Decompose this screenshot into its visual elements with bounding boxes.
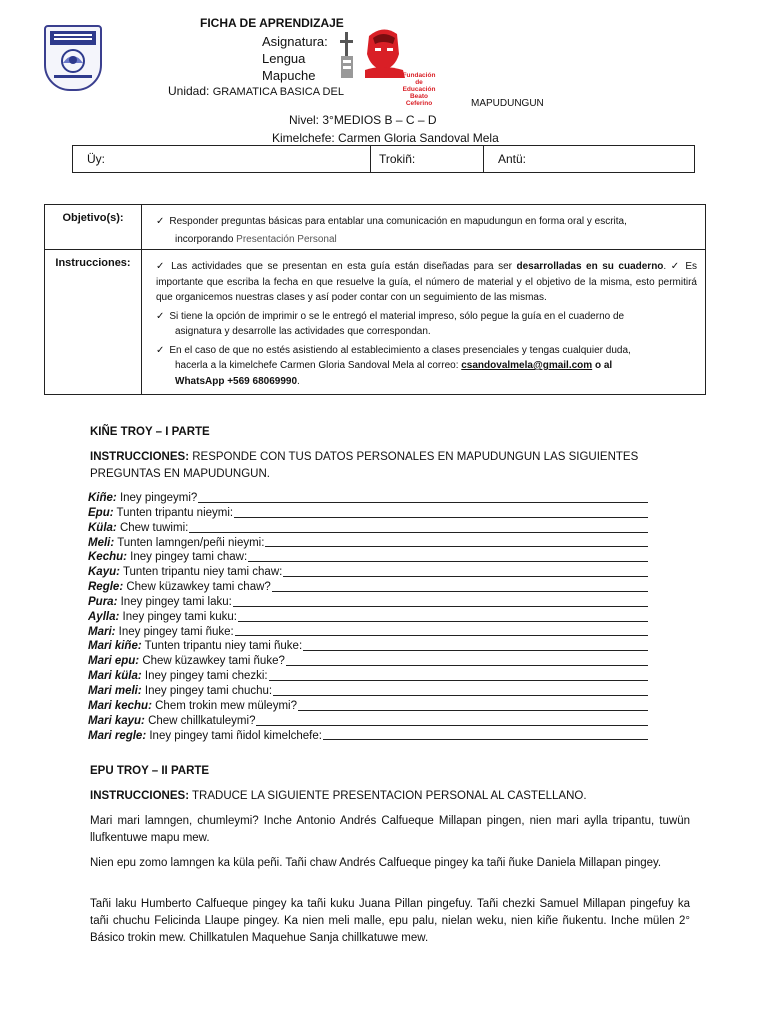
question-row bbox=[88, 699, 648, 714]
objectives-content: ✓ Responder preguntas básicas para entablar una comunicación en mapudungun en forma oral y escrita, incorporando Presentación Personal bbox=[156, 216, 627, 245]
translation-paragraph-2: Nien epu zomo lamngen ka küla peñi. Tañi chaw Andrés Calfueque pingey ka tañi ñuke Daniela Millapan pingey. bbox=[90, 857, 662, 869]
question-row bbox=[88, 625, 648, 640]
name-field[interactable]: Üy: bbox=[73, 146, 371, 172]
unit-label: Unidad: bbox=[168, 84, 210, 98]
question-number: Regle: bbox=[88, 581, 124, 594]
question-number: Epu: bbox=[88, 506, 114, 519]
question-number: Aylla: bbox=[88, 610, 120, 623]
questions-list bbox=[88, 491, 648, 743]
question-row bbox=[88, 714, 648, 729]
question-row bbox=[88, 639, 648, 654]
question-number: Kechu: bbox=[88, 551, 127, 564]
question-row bbox=[88, 521, 648, 536]
subject-value-line1: Lengua bbox=[262, 51, 306, 66]
question-text: Tunten tripantu niey tami chaw: bbox=[119, 566, 283, 579]
school-crest-logo bbox=[44, 25, 102, 91]
question-text: Tunten tripantu nieymi: bbox=[113, 506, 234, 519]
part1-instructions: INSTRUCCIONES: RESPONDE CON TUS DATOS PERSONALES EN MAPUDUNGUN LAS SIGUIENTES PREGUNTAS EN MAPUDUNGUN. bbox=[90, 451, 639, 480]
question-row bbox=[88, 684, 648, 699]
question-text: Chem trokin mew müleymi? bbox=[151, 699, 297, 712]
translation-paragraph-1: Mari mari lamngen, chumleymi? Inche Antonio Andrés Calfueque Millapan pingen, nien mari aylla tripantu, tuwün llufkentuwe mapu mew. bbox=[90, 815, 690, 844]
question-number: Kiñe: bbox=[88, 492, 117, 504]
instructions-row bbox=[45, 250, 705, 394]
answer-line[interactable] bbox=[283, 565, 648, 577]
question-number: Meli: bbox=[88, 536, 115, 549]
answer-line[interactable] bbox=[189, 521, 648, 533]
question-text: Iney pingey tami chuchu: bbox=[141, 684, 273, 697]
check-icon: ✓ bbox=[156, 344, 165, 356]
email-link[interactable]: csandovalmela@gmail.com bbox=[461, 360, 593, 371]
question-text: Chew chillkatuleymi? bbox=[144, 714, 256, 727]
page-title: FICHA DE APRENDIZAJE bbox=[200, 16, 344, 30]
foundation-logo bbox=[339, 24, 436, 107]
check-icon: ✓ bbox=[156, 261, 167, 272]
foundation-logo-text: Fundación de Educación Beato Ceferino bbox=[402, 72, 436, 107]
question-number: Mari kechu: bbox=[88, 699, 152, 712]
part1-title: KIÑE TROY – I PARTE bbox=[90, 426, 210, 438]
unit-value: GRAMATICA BASICA DEL bbox=[212, 86, 344, 98]
question-text: Chew tuwimi: bbox=[116, 521, 189, 534]
question-row bbox=[88, 610, 648, 625]
question-row bbox=[88, 580, 648, 595]
answer-line[interactable] bbox=[269, 669, 648, 681]
answer-line[interactable] bbox=[273, 684, 648, 696]
question-row bbox=[88, 595, 648, 610]
objectives-label: Objetivo(s): bbox=[45, 205, 142, 249]
answer-line[interactable] bbox=[256, 714, 648, 726]
question-text: Tunten tripantu niey tami ñuke: bbox=[141, 640, 303, 653]
question-text: Iney pingey tami chaw: bbox=[126, 551, 248, 564]
instructions-label: Instrucciones: bbox=[45, 250, 142, 394]
question-row bbox=[88, 550, 648, 565]
answer-line[interactable] bbox=[235, 625, 648, 637]
level-line: Nivel: 3°MEDIOS B – C – D bbox=[289, 113, 437, 127]
answer-line[interactable] bbox=[272, 580, 648, 592]
question-text: Iney pingeymi? bbox=[116, 492, 198, 504]
answer-line[interactable] bbox=[298, 699, 648, 711]
answer-line[interactable] bbox=[265, 536, 648, 548]
date-field[interactable]: Antü: bbox=[498, 152, 527, 166]
question-text: Chew küzawkey tami chaw? bbox=[123, 581, 271, 594]
question-text: Chew küzawkey tami ñuke? bbox=[139, 655, 285, 668]
question-number: Mari regle: bbox=[88, 729, 147, 742]
course-field[interactable]: Trokiñ: bbox=[371, 146, 484, 172]
question-text: Tunten lamngen/peñi nieymi: bbox=[114, 536, 265, 549]
question-row bbox=[88, 669, 648, 684]
question-row bbox=[88, 491, 648, 506]
question-number: Mari kiñe: bbox=[88, 640, 142, 653]
unit-value-cont: MAPUDUNGUN bbox=[471, 98, 544, 109]
subject-block bbox=[262, 33, 328, 84]
question-number: Mari kayu: bbox=[88, 714, 145, 727]
question-row bbox=[88, 565, 648, 580]
question-text: Iney pingey tami ñuke: bbox=[115, 625, 234, 638]
question-row bbox=[88, 729, 648, 744]
question-row bbox=[88, 506, 648, 521]
answer-line[interactable] bbox=[233, 595, 648, 607]
part2-title: EPU TROY – II PARTE bbox=[90, 765, 210, 777]
objectives-row bbox=[45, 205, 705, 250]
answer-line[interactable] bbox=[234, 506, 648, 518]
question-row bbox=[88, 536, 648, 551]
subject-label: Asignatura: bbox=[262, 34, 328, 49]
question-number: Pura: bbox=[88, 595, 118, 608]
check-icon: ✓ bbox=[156, 216, 165, 227]
student-info-table bbox=[72, 145, 695, 173]
question-text: Iney pingey tami kuku: bbox=[119, 610, 237, 623]
teacher-line: Kimelchefe: Carmen Gloria Sandoval Mela bbox=[272, 131, 499, 145]
question-text: Iney pingey tami ñidol kimelchefe: bbox=[146, 729, 322, 742]
question-number: Küla: bbox=[88, 521, 117, 534]
question-number: Mari epu: bbox=[88, 655, 140, 668]
question-number: Mari meli: bbox=[88, 684, 142, 697]
question-text: Iney pingey tami chezki: bbox=[141, 670, 268, 683]
part2-instructions: INSTRUCCIONES: TRADUCE LA SIGUIENTE PRESENTACION PERSONAL AL CASTELLANO. bbox=[90, 790, 587, 802]
question-number: Kayu: bbox=[88, 566, 120, 579]
question-number: Mari: bbox=[88, 625, 116, 638]
instructions-content: ✓ Las actividades que se presentan en esta guía están diseñadas para ser desarrolladas en su cuaderno. ✓ Es importante que escriba la fecha en que resuelve la guía, el número de material y el objetivo de la misma, esto permitirá que organicemos nuestras clases y así poder contar con un seguimiento de las mismas. ✓ Si tiene la opción de imprimir o se le entregó el material impreso, sólo pegue la guía en el cuaderno de asignatura y desarrolle las actividades que correspondan. ✓ En el caso de que no estés asistiendo al establecimiento a clases presenciales y tengas cualquier duda, hacerla a la kimelchefe Carmen Gloria Sandoval Mela al correo: csandovalmela@gmail.com o al WhatsApp +569 68069990. bbox=[156, 261, 697, 387]
answer-line[interactable] bbox=[286, 654, 648, 666]
unit-line bbox=[168, 84, 344, 98]
objectives-table bbox=[44, 204, 706, 395]
check-icon: ✓ bbox=[156, 310, 165, 322]
answer-line[interactable] bbox=[198, 491, 648, 503]
translation-paragraph-3: Tañi laku Humberto Calfueque pingey ka tañi kuku Juana Pillan pingefuy. Tañi chezki Samuel Millapan pingefuy ka tañi chuchu Felicinda Llaupe pingey. Ka nien meli malle, epu palu, nielan weku, nien kiñe ñukentu. Inche mülen 2° Básico trokin mew. Chillkatulen Maquehue Sanja chillkatuwe mew. bbox=[90, 898, 690, 944]
answer-line[interactable] bbox=[303, 639, 648, 651]
question-row bbox=[88, 654, 648, 669]
question-text: Iney pingey tami laku: bbox=[117, 595, 232, 608]
answer-line[interactable] bbox=[323, 729, 648, 741]
question-number: Mari küla: bbox=[88, 670, 142, 683]
answer-line[interactable] bbox=[238, 610, 648, 622]
whatsapp-number: WhatsApp +569 68069990 bbox=[175, 375, 298, 387]
answer-line[interactable] bbox=[248, 550, 648, 562]
subject-value-line2: Mapuche bbox=[262, 68, 316, 83]
